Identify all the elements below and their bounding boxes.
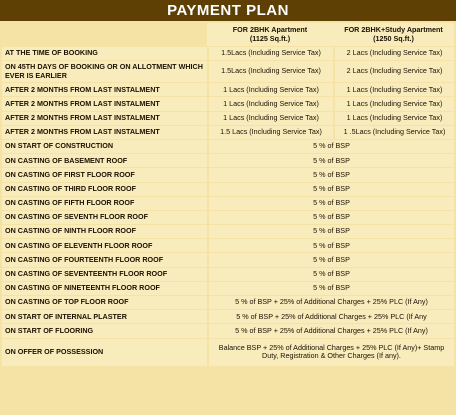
table-row (2, 183, 454, 196)
stage-cell: ON CASTING OF SEVENTH FLOOR ROOF (2, 211, 207, 224)
header-2bhk (207, 23, 333, 46)
stage-cell: ON CASTING OF NINETEENTH FLOOR ROOF (2, 282, 207, 295)
amount-cell-merged: 5 % of BSP (207, 268, 454, 281)
amount-cell-merged: 5 % of BSP (207, 197, 454, 210)
amount-cell-merged: 5 % of BSP (207, 253, 454, 266)
table-row (2, 197, 454, 210)
stage-cell: AFTER 2 MONTHS FROM LAST INSTALMENT (2, 112, 207, 125)
amount-cell-2bhk: 1 Lacs (Including Service Tax) (207, 112, 333, 125)
amount-cell-2bhk-study: 1 Lacs (Including Service Tax) (333, 83, 454, 96)
stage-cell: ON CASTING OF FIFTH FLOOR ROOF (2, 197, 207, 210)
header-2bhk-line2: (1125 Sq.ft.) (249, 33, 291, 43)
table-row (2, 239, 454, 252)
table-row (2, 47, 454, 60)
table-row (2, 154, 454, 167)
amount-cell-merged: 5 % of BSP (207, 282, 454, 295)
amount-cell-merged: 5 % of BSP (207, 211, 454, 224)
amount-cell-2bhk: 1 Lacs (Including Service Tax) (207, 97, 333, 110)
amount-cell-merged: 5 % of BSP (207, 239, 454, 252)
amount-cell-merged: 5 % of BSP + 25% of Additional Charges + 25% PLC (If Any) (207, 296, 454, 309)
amount-cell-2bhk-study: 1 .5Lacs (Including Service Tax) (333, 126, 454, 139)
amount-cell-2bhk-study: 2 Lacs (Including Service Tax) (333, 61, 454, 82)
amount-cell-2bhk-study: 1 Lacs (Including Service Tax) (333, 112, 454, 125)
amount-cell-2bhk: 1 Lacs (Including Service Tax) (207, 83, 333, 96)
amount-cell-2bhk: 1.5 Lacs (Including Service Tax) (207, 126, 333, 139)
stage-cell: ON CASTING OF ELEVENTH FLOOR ROOF (2, 239, 207, 252)
amount-cell-merged: 5 % of BSP (207, 168, 454, 181)
table-row (2, 268, 454, 281)
payment-plan-table (2, 22, 454, 367)
amount-cell-2bhk: 1.5Lacs (Including Service Tax) (207, 47, 333, 60)
header-blank-cell (2, 23, 207, 46)
stage-cell: ON CASTING OF SEVENTEENTH FLOOR ROOF (2, 268, 207, 281)
table-row (2, 225, 454, 238)
header-2bhk-study-line1: FOR 2BHK+Study Apartment (344, 25, 443, 35)
stage-cell: AFTER 2 MONTHS FROM LAST INSTALMENT (2, 83, 207, 96)
table-row (2, 140, 454, 153)
stage-cell: ON CASTING OF FOURTEENTH FLOOR ROOF (2, 253, 207, 266)
table-row (2, 296, 454, 309)
amount-cell-merged: 5 % of BSP (207, 154, 454, 167)
stage-cell: ON CASTING OF THIRD FLOOR ROOF (2, 183, 207, 196)
amount-cell-merged: 5 % of BSP (207, 183, 454, 196)
table-row (2, 97, 454, 110)
header-2bhk-line1: FOR 2BHK Apartment (232, 25, 308, 35)
table-header-row (2, 23, 454, 46)
stage-cell: AFTER 2 MONTHS FROM LAST INSTALMENT (2, 126, 207, 139)
stage-cell: AFTER 2 MONTHS FROM LAST INSTALMENT (2, 97, 207, 110)
stage-cell: ON START OF FLOORING (2, 324, 207, 337)
stage-cell: ON START OF CONSTRUCTION (2, 140, 207, 153)
amount-cell-merged: 5 % of BSP + 25% of Additional Charges + 25% PLC (If Any) (207, 324, 454, 337)
amount-cell-merged: 5 % of BSP (207, 140, 454, 153)
table-row (2, 339, 454, 366)
stage-cell: ON CASTING OF TOP FLOOR ROOF (2, 296, 207, 309)
table-body (2, 47, 454, 366)
stage-cell: ON CASTING OF NINTH FLOOR ROOF (2, 225, 207, 238)
table-row (2, 282, 454, 295)
amount-cell-2bhk-study: 2 Lacs (Including Service Tax) (333, 47, 454, 60)
stage-cell: ON CASTING OF FIRST FLOOR ROOF (2, 168, 207, 181)
table-row (2, 61, 454, 82)
stage-cell: ON 45TH DAYS OF BOOKING OR ON ALLOTMENT WHICH EVER IS EARLIER (2, 61, 207, 82)
table-row (2, 324, 454, 337)
table-row (2, 211, 454, 224)
header-2bhk-study-line2: (1250 Sq.ft.) (373, 33, 414, 43)
stage-cell: AT THE TIME OF BOOKING (2, 47, 207, 60)
table-row (2, 112, 454, 125)
stage-cell: ON START OF INTERNAL PLASTER (2, 310, 207, 323)
amount-cell-2bhk-study: 1 Lacs (Including Service Tax) (333, 97, 454, 110)
amount-cell-merged: 5 % of BSP + 25% of Additional Charges + 25% PLC (If Any (207, 310, 454, 323)
amount-cell-merged: 5 % of BSP (207, 225, 454, 238)
table-row (2, 310, 454, 323)
table-row (2, 83, 454, 96)
amount-cell-2bhk: 1.5Lacs (Including Service Tax) (207, 61, 333, 82)
page-title: PAYMENT PLAN (0, 0, 456, 21)
table-row (2, 253, 454, 266)
table-row (2, 168, 454, 181)
stage-cell: ON OFFER OF POSSESSION (2, 339, 207, 366)
header-2bhk-study (333, 23, 454, 46)
table-row (2, 126, 454, 139)
amount-cell-merged: Balance BSP + 25% of Additional Charges + 25% PLC (If Any)+ Stamp Duty, Registration & Other Charges (If any). (207, 339, 454, 366)
stage-cell: ON CASTING OF BASEMENT ROOF (2, 154, 207, 167)
